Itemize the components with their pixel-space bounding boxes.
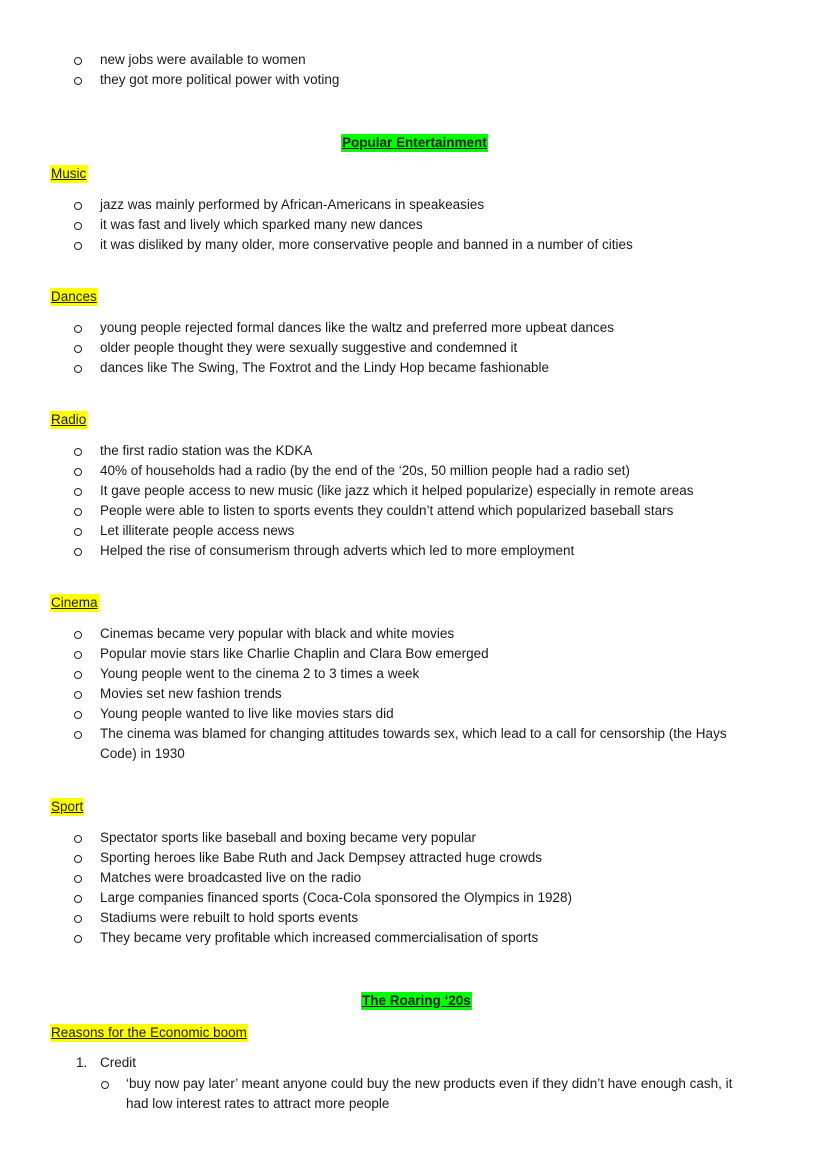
bullet-icon	[74, 895, 82, 903]
bullet-icon	[74, 242, 82, 250]
list-item: it was fast and lively which sparked many new dances	[100, 217, 423, 232]
bullet-icon	[74, 651, 82, 659]
bullet-icon	[74, 448, 82, 456]
list-item: Sporting heroes like Babe Ruth and Jack Dempsey attracted huge crowds	[100, 850, 542, 865]
list-item: ‘buy now pay later’ meant anyone could buy the new products even if they didn’t have enough cash, it	[126, 1076, 733, 1091]
bullet-icon	[74, 508, 82, 516]
bullet-icon	[74, 77, 82, 85]
bullet-icon	[74, 468, 82, 476]
bullet-icon	[74, 671, 82, 679]
list-item: Helped the rise of consumerism through adverts which led to more employment	[100, 543, 575, 558]
list-item-continuation: Code) in 1930	[100, 746, 185, 761]
bullet-icon	[74, 222, 82, 230]
heading-sport: Sport	[51, 799, 84, 814]
list-item: new jobs were available to women	[100, 52, 306, 67]
bullet-icon	[74, 202, 82, 210]
bullet-icon	[101, 1081, 109, 1089]
list-item: 40% of households had a radio (by the end of the ‘20s, 50 million people had a radio set)	[100, 463, 630, 478]
bullet-icon	[74, 731, 82, 739]
bullet-icon	[74, 711, 82, 719]
list-item: Spectator sports like baseball and boxing became very popular	[100, 830, 476, 845]
list-item: Young people went to the cinema 2 to 3 times a week	[100, 666, 420, 681]
bullet-icon	[74, 488, 82, 496]
list-number: 1.	[76, 1055, 88, 1070]
list-item: Let illiterate people access news	[100, 523, 295, 538]
bullet-icon	[74, 875, 82, 883]
list-item: It gave people access to new music (like jazz which it helped popularize) especially in remote areas	[100, 483, 694, 498]
list-item: They became very profitable which increased commercialisation of sports	[100, 930, 539, 945]
heading-dances: Dances	[51, 289, 97, 304]
list-item: Matches were broadcasted live on the radio	[100, 870, 362, 885]
section-title-roaring-20s: The Roaring ‘20s	[362, 993, 471, 1008]
bullet-icon	[74, 631, 82, 639]
bullet-icon	[74, 691, 82, 699]
list-item: older people thought they were sexually suggestive and condemned it	[100, 340, 518, 355]
heading-music: Music	[51, 166, 87, 181]
list-item: it was disliked by many older, more conservative people and banned in a number of cities	[100, 237, 633, 252]
bullet-icon	[74, 915, 82, 923]
list-item: Movies set new fashion trends	[100, 686, 282, 701]
list-item-continuation: had low interest rates to attract more people	[126, 1096, 390, 1111]
heading-cinema: Cinema	[51, 595, 98, 610]
list-item: dances like The Swing, The Foxtrot and the Lindy Hop became fashionable	[100, 360, 550, 375]
list-item: they got more political power with voting	[100, 72, 340, 87]
list-item: The cinema was blamed for changing attitudes towards sex, which lead to a call for censorship (the Hays	[100, 726, 727, 741]
list-item: jazz was mainly performed by African-Americans in speakeasies	[100, 197, 485, 212]
bullet-icon	[74, 855, 82, 863]
list-item: Popular movie stars like Charlie Chaplin and Clara Bow emerged	[100, 646, 489, 661]
bullet-icon	[74, 57, 82, 65]
list-item: young people rejected formal dances like the waltz and preferred more upbeat dances	[100, 320, 615, 335]
bullet-icon	[74, 325, 82, 333]
heading-radio: Radio	[51, 412, 87, 427]
list-item: Cinemas became very popular with black and white movies	[100, 626, 455, 641]
bullet-icon	[74, 548, 82, 556]
list-item-credit: Credit	[100, 1055, 137, 1070]
bullet-icon	[74, 935, 82, 943]
bullet-icon	[74, 835, 82, 843]
section-title-popular-entertainment: Popular Entertainment	[342, 135, 487, 150]
bullet-icon	[74, 365, 82, 373]
bullet-icon	[74, 345, 82, 353]
bullet-icon	[74, 528, 82, 536]
list-item: People were able to listen to sports events they couldn’t attend which popularized baseball stars	[100, 503, 674, 518]
list-item: Stadiums were rebuilt to hold sports events	[100, 910, 359, 925]
list-item: Large companies financed sports (Coca-Cola sponsored the Olympics in 1928)	[100, 890, 572, 905]
heading-economic-boom: Reasons for the Economic boom	[51, 1025, 247, 1040]
list-item: the first radio station was the KDKA	[100, 443, 313, 458]
list-item: Young people wanted to live like movies stars did	[100, 706, 394, 721]
